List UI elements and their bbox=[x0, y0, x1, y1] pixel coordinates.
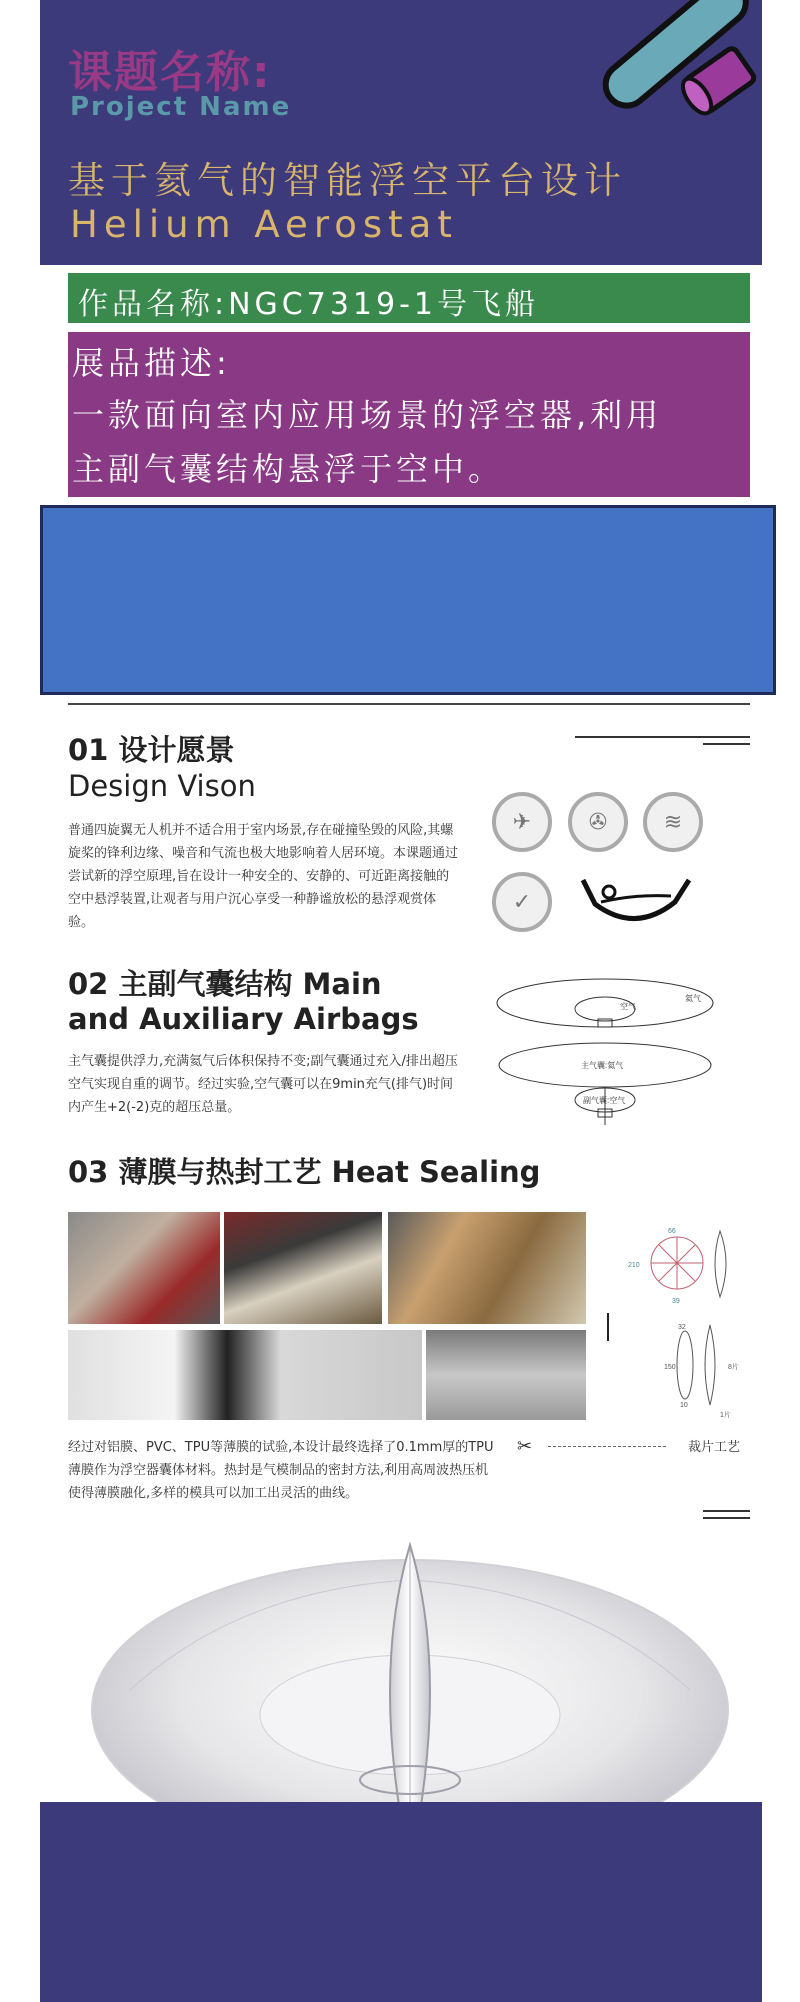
section3-body: 经过对铝膜、PVC、TPU等薄膜的试验,本设计最终选择了0.1mm厚的TPU薄膜作为浮空器囊体材料。热封是气模制品的密封方法,利用高周波热压机使得薄膜融化,多样的模具可以加工出灵活的曲线。 bbox=[68, 1440, 494, 1501]
cut-process-label: 裁片工艺 bbox=[688, 1440, 741, 1455]
section2-title: 02 主副气囊结构 Main bbox=[68, 967, 382, 1001]
section2-title-line2: and Auxiliary Airbags bbox=[68, 1002, 419, 1036]
photo-workshop bbox=[426, 1330, 586, 1420]
divider bbox=[703, 743, 750, 745]
description-label: 展品描述: bbox=[72, 344, 231, 382]
dim-label: 66 bbox=[668, 1228, 676, 1235]
propeller-icon: ✇ bbox=[568, 792, 628, 852]
work-name: 作品名称:NGC7319-1号飞船 bbox=[78, 287, 540, 322]
header-banner bbox=[40, 0, 762, 265]
work-name-bar bbox=[68, 273, 750, 323]
dim-label: 210 bbox=[628, 1262, 640, 1269]
wind-icon: ≋ bbox=[643, 792, 703, 852]
scissors-icon: ✂ bbox=[517, 1436, 533, 1457]
dim-label: 1片 bbox=[720, 1412, 731, 1419]
cut-line bbox=[548, 1446, 666, 1447]
divider bbox=[607, 1313, 609, 1341]
check-icon: ✓ bbox=[492, 872, 552, 932]
divider bbox=[703, 1510, 750, 1512]
label-title-cn: 课题名称: bbox=[68, 47, 272, 98]
tube-decoration-icon bbox=[570, 0, 762, 130]
photo-wooden-molds bbox=[388, 1212, 586, 1324]
diagram-aux-bag-label: 副气囊:空气 bbox=[583, 1096, 626, 1105]
section1-title: 01 设计愿景 bbox=[68, 733, 235, 767]
dim-label: 8片 bbox=[728, 1364, 739, 1371]
description-line: 一款面向室内应用场景的浮空器,利用 bbox=[72, 396, 663, 434]
drone-crash-icon: ✈ bbox=[492, 792, 552, 852]
label-title-en: Project Name bbox=[70, 92, 292, 122]
section3-title: 03 薄膜与热封工艺 Heat Sealing bbox=[68, 1155, 541, 1189]
photo-mold bbox=[224, 1212, 382, 1324]
divider bbox=[575, 736, 750, 738]
description-box bbox=[68, 332, 750, 497]
section2-body: 主气囊提供浮力,充满氦气后体积保持不变;副气囊通过充入/排出超压空气实现自重的调节。经过实验,空气囊可以在9min充气(排气)时间内产生+2(-2)克的超压总量。 bbox=[68, 1054, 458, 1115]
photo-heat-press bbox=[68, 1212, 220, 1324]
diagram-air-label: 空气 bbox=[620, 1002, 636, 1011]
dim-label: 32 bbox=[678, 1324, 686, 1331]
divider bbox=[703, 1517, 750, 1519]
hammock-icon bbox=[575, 874, 695, 934]
dim-label: 39 bbox=[672, 1298, 680, 1305]
airbag-diagram bbox=[495, 975, 720, 1140]
dim-label: 150 bbox=[664, 1364, 676, 1371]
photo-film-samples bbox=[68, 1330, 422, 1420]
project-title-en: Helium Aerostat bbox=[70, 203, 458, 246]
diagram-main-bag-label: 主气囊:氦气 bbox=[581, 1061, 624, 1070]
project-title-cn: 基于氦气的智能浮空平台设计 bbox=[68, 159, 627, 202]
dim-label: 10 bbox=[680, 1402, 688, 1409]
description-line: 主副气囊结构悬浮于空中。 bbox=[72, 450, 505, 488]
section1-title-en: Design Vison bbox=[68, 769, 256, 803]
blue-panel bbox=[40, 505, 776, 695]
description-body bbox=[72, 388, 748, 496]
divider bbox=[68, 703, 750, 705]
cutting-pattern-diagram bbox=[620, 1225, 750, 1425]
diagram-helium-label: 氦气 bbox=[685, 994, 701, 1003]
section1-body: 普通四旋翼无人机并不适合用于室内场景,存在碰撞坠毁的风险,其螺旋桨的锋利边缘、噪音和气流也极大地影响着人居环境。本课题通过尝试新的浮空原理,旨在设计一种安全的、安静的、可近距离接触的空中悬浮装置,让观者与用户沉心享受一种静谧放松的悬浮观赏体验。 bbox=[68, 823, 459, 930]
footer-band bbox=[40, 1802, 762, 2002]
